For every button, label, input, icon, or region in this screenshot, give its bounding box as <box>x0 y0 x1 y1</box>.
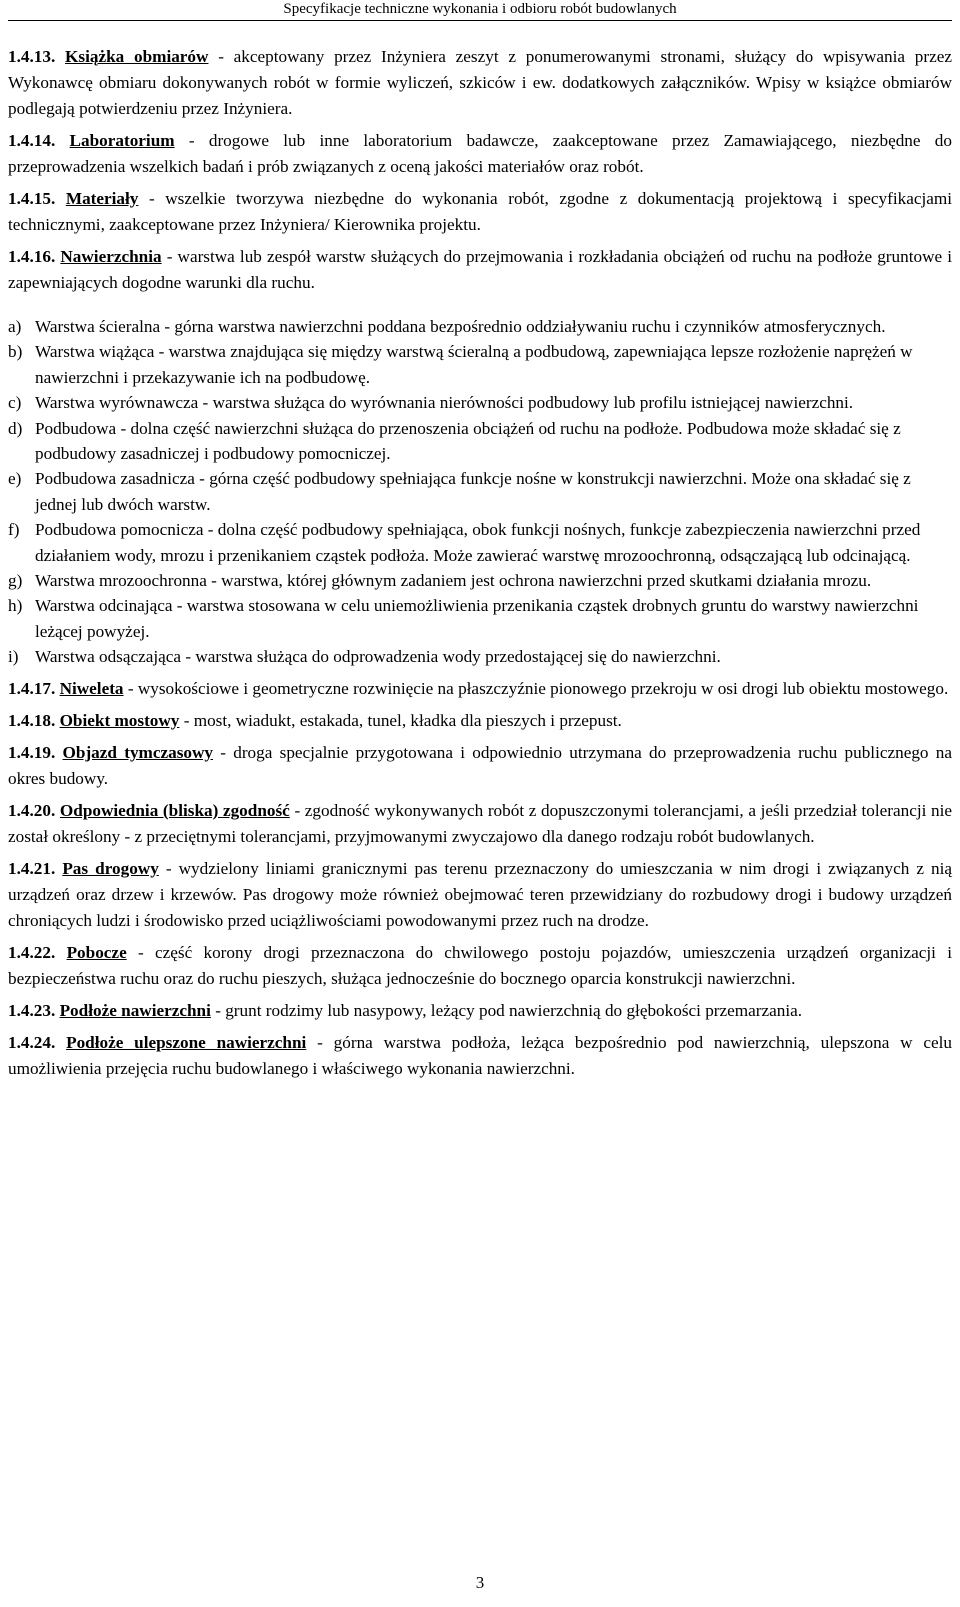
header-divider <box>8 20 952 21</box>
definition-number: 1.4.14. <box>8 131 56 150</box>
list-item <box>8 390 952 415</box>
definition-paragraph <box>8 676 952 702</box>
list-item-text: Podbudowa pomocnicza - dolna część podbudowy spełniająca, obok funkcji nośnych, funkcje zabezpieczenia nawierzchni przed działaniem wody, mrozu i przenikaniem cząstek podłoża. Może zawierać warstwę mrozoochronną, odsączającą lub odcinającą. <box>35 520 921 565</box>
definition-text: - grunt rodzimy lub nasypowy, leżący pod nawierzchnią do głębokości przemarzania. <box>210 1000 803 1020</box>
definition-paragraph <box>8 1030 952 1082</box>
definition-number: 1.4.16. <box>8 247 56 266</box>
definition-term: Nawierzchnia <box>60 247 162 266</box>
definition-number: 1.4.17. <box>8 678 56 698</box>
definition-number: 1.4.22. <box>8 942 56 962</box>
definition-number: 1.4.13. <box>8 47 56 66</box>
list-item-letter: g) <box>8 571 23 591</box>
list-item-letter: i) <box>8 647 19 667</box>
definition-number: 1.4.20. <box>8 800 56 820</box>
list-item-text: Podbudowa - dolna część nawierzchni służąca do przenoszenia obciążeń od ruchu na podłoże. Podbudowa może składać się z podbudowy zasadniczej i podbudowy pomocniczej. <box>35 418 901 464</box>
definition-term: Laboratorium <box>69 131 175 150</box>
document-body <box>8 44 952 1088</box>
definition-paragraph <box>8 128 952 180</box>
definition-paragraph <box>8 244 952 296</box>
list-item-text: Warstwa wyrównawcza - warstwa służąca do wyrównania nierówności podbudowy lub profilu istniejącej nawierzchni. <box>35 393 854 413</box>
list-item <box>8 593 952 644</box>
list-item-text: Podbudowa zasadnicza - górna część podbudowy spełniająca funkcje nośne w konstrukcji nawierzchni. Może ona składać się z jednej lub dwóch warstw. <box>35 469 911 514</box>
definition-paragraph <box>8 940 952 992</box>
definition-text: - górna warstwa podłoża, leżąca bezpośrednio pod nawierzchnią, ulepszona w celu umożliwienia przejęcia ruchu budowlanego i właściwego wykonania nawierzchni. <box>8 1032 953 1078</box>
definition-text: - akceptowany przez Inżyniera zeszyt z ponumerowanymi stronami, służący do wpisywania przez Wykonawcę obmiaru dokonywanych robót w formie wyliczeń, szkiców i ew. dodatkowych załączników. Wpisy w książce obmiarów podlegają potwierdzeniu przez Inżyniera. <box>8 47 952 118</box>
list-item-letter: a) <box>8 317 22 336</box>
list-item-text: Warstwa odsączająca - warstwa służąca do odprowadzenia wody przedostającej się do nawierzchni. <box>35 647 721 667</box>
list-item-text: Warstwa wiążąca - warstwa znajdująca się między warstwą ścieralną a podbudową, zapewniająca lepsze rozłożenie naprężeń w nawierzchni i przekazywanie ich na podbudowę. <box>35 342 913 387</box>
definition-paragraph <box>8 708 952 734</box>
list-item <box>8 314 952 339</box>
definition-text: - wysokościowe i geometryczne rozwinięcie na płaszczyźnie pionowego przekroju w osi drogi lub obiektu mostowego. <box>123 678 949 698</box>
definition-number: 1.4.15. <box>8 189 56 208</box>
definition-text: - część korony drogi przeznaczona do chwilowego postoju pojazdów, umieszczenia urządzeń organizacji i bezpieczeństwa ruchu oraz do ruchu pieszych, służąca jednocześnie do bocznego oparcia konstrukcji nawierzchni. <box>8 942 953 988</box>
running-title: Specyfikacje techniczne wykonania i odbioru robót budowlanych <box>283 1 677 17</box>
definition-term: Pobocze <box>66 942 127 962</box>
definition-paragraph <box>8 44 952 122</box>
running-header <box>0 0 960 34</box>
list-item-text: Warstwa ścieralna - górna warstwa nawierzchni poddana bezpośrednio oddziaływaniu ruchu i czynników atmosferycznych. <box>35 317 886 336</box>
list-item <box>8 466 952 517</box>
definition-term: Obiekt mostowy <box>59 710 180 730</box>
definition-term: Odpowiednia (bliska) zgodność <box>59 800 290 820</box>
definition-term: Materiały <box>65 189 139 208</box>
list-item-letter: c) <box>8 393 22 413</box>
definition-text: - zgodność wykonywanych robót z dopuszczonymi tolerancjami, a jeśli przedział tolerancji nie został określony - z przeciętnymi tolerancjami, przyjmowanymi zwyczajowo dla danego rodzaju robót budowlanych. <box>8 800 953 846</box>
definition-text: - most, wiadukt, estakada, tunel, kładka dla pieszych i przepust. <box>179 710 622 730</box>
list-item <box>8 568 952 593</box>
list-item <box>8 416 952 467</box>
definition-number: 1.4.23. <box>8 1000 56 1020</box>
definition-text: - drogowe lub inne laboratorium badawcze, zaakceptowane przez Zamawiającego, niezbędne do przeprowadzenia wszelkich badań i prób związanych z oceną jakości materiałów oraz robót. <box>8 131 952 176</box>
definitions-group-a <box>8 44 952 296</box>
definition-text: - wydzielony liniami granicznymi pas terenu przeznaczony do umieszczania w nim drogi i związanych z nią urządzeń oraz drzew i krzewów. Pas drogowy może również obejmować teren przewidziany do rozbudowy drogi i budowy urządzeń chroniących ludzi i środowisko przed uciążliwościami powodowanymi przez ruch na drodze. <box>8 858 953 930</box>
definition-term: Pas drogowy <box>62 858 159 878</box>
definition-number: 1.4.18. <box>8 710 56 730</box>
definition-number: 1.4.21. <box>8 858 56 878</box>
list-item-letter: f) <box>8 520 20 540</box>
definition-number: 1.4.19. <box>8 742 56 762</box>
list-item-letter: h) <box>8 596 23 616</box>
definition-paragraph <box>8 998 952 1024</box>
definition-paragraph <box>8 856 952 934</box>
definition-number: 1.4.24. <box>8 1032 56 1052</box>
list-item-text: Warstwa odcinająca - warstwa stosowana w celu uniemożliwienia przenikania cząstek drobnych gruntu do warstwy nawierzchni leżącej powyżej. <box>35 596 919 641</box>
list-item-text: Warstwa mrozoochronna - warstwa, której głównym zadaniem jest ochrona nawierzchni przed skutkami działania mrozu. <box>35 571 872 591</box>
definition-term: Objazd tymczasowy <box>62 742 213 762</box>
list-item <box>8 339 952 390</box>
definition-text: - wszelkie tworzywa niezbędne do wykonania robót, zgodne z dokumentacją projektową i specyfikacjami technicznymi, zaakceptowane przez Inżyniera/ Kierownika projektu. <box>8 189 953 234</box>
list-item-letter: d) <box>8 418 23 438</box>
list-item <box>8 517 952 568</box>
definition-text: - droga specjalnie przygotowana i odpowiednio utrzymana do przeprowadzenia ruchu publicznego na okres budowy. <box>8 742 952 788</box>
definition-term: Niweleta <box>59 678 124 698</box>
list-item <box>8 644 952 669</box>
definitions-group-b <box>8 676 952 1082</box>
definition-term: Podłoże nawierzchni <box>59 1000 211 1020</box>
definition-paragraph <box>8 186 952 238</box>
definition-term: Książka obmiarów <box>65 47 209 66</box>
pavement-layers-list <box>8 314 952 670</box>
definition-text: - warstwa lub zespół warstw służących do przejmowania i rozkładania obciążeń od ruchu na podłoże gruntowe i zapewniających dogodne warunki dla ruchu. <box>8 247 952 292</box>
definition-paragraph <box>8 798 952 850</box>
list-item-letter: e) <box>8 469 22 489</box>
definition-paragraph <box>8 740 952 792</box>
page-number: 3 <box>475 1573 485 1592</box>
definition-term: Podłoże ulepszone nawierzchni <box>66 1032 307 1052</box>
list-item-letter: b) <box>8 342 23 362</box>
